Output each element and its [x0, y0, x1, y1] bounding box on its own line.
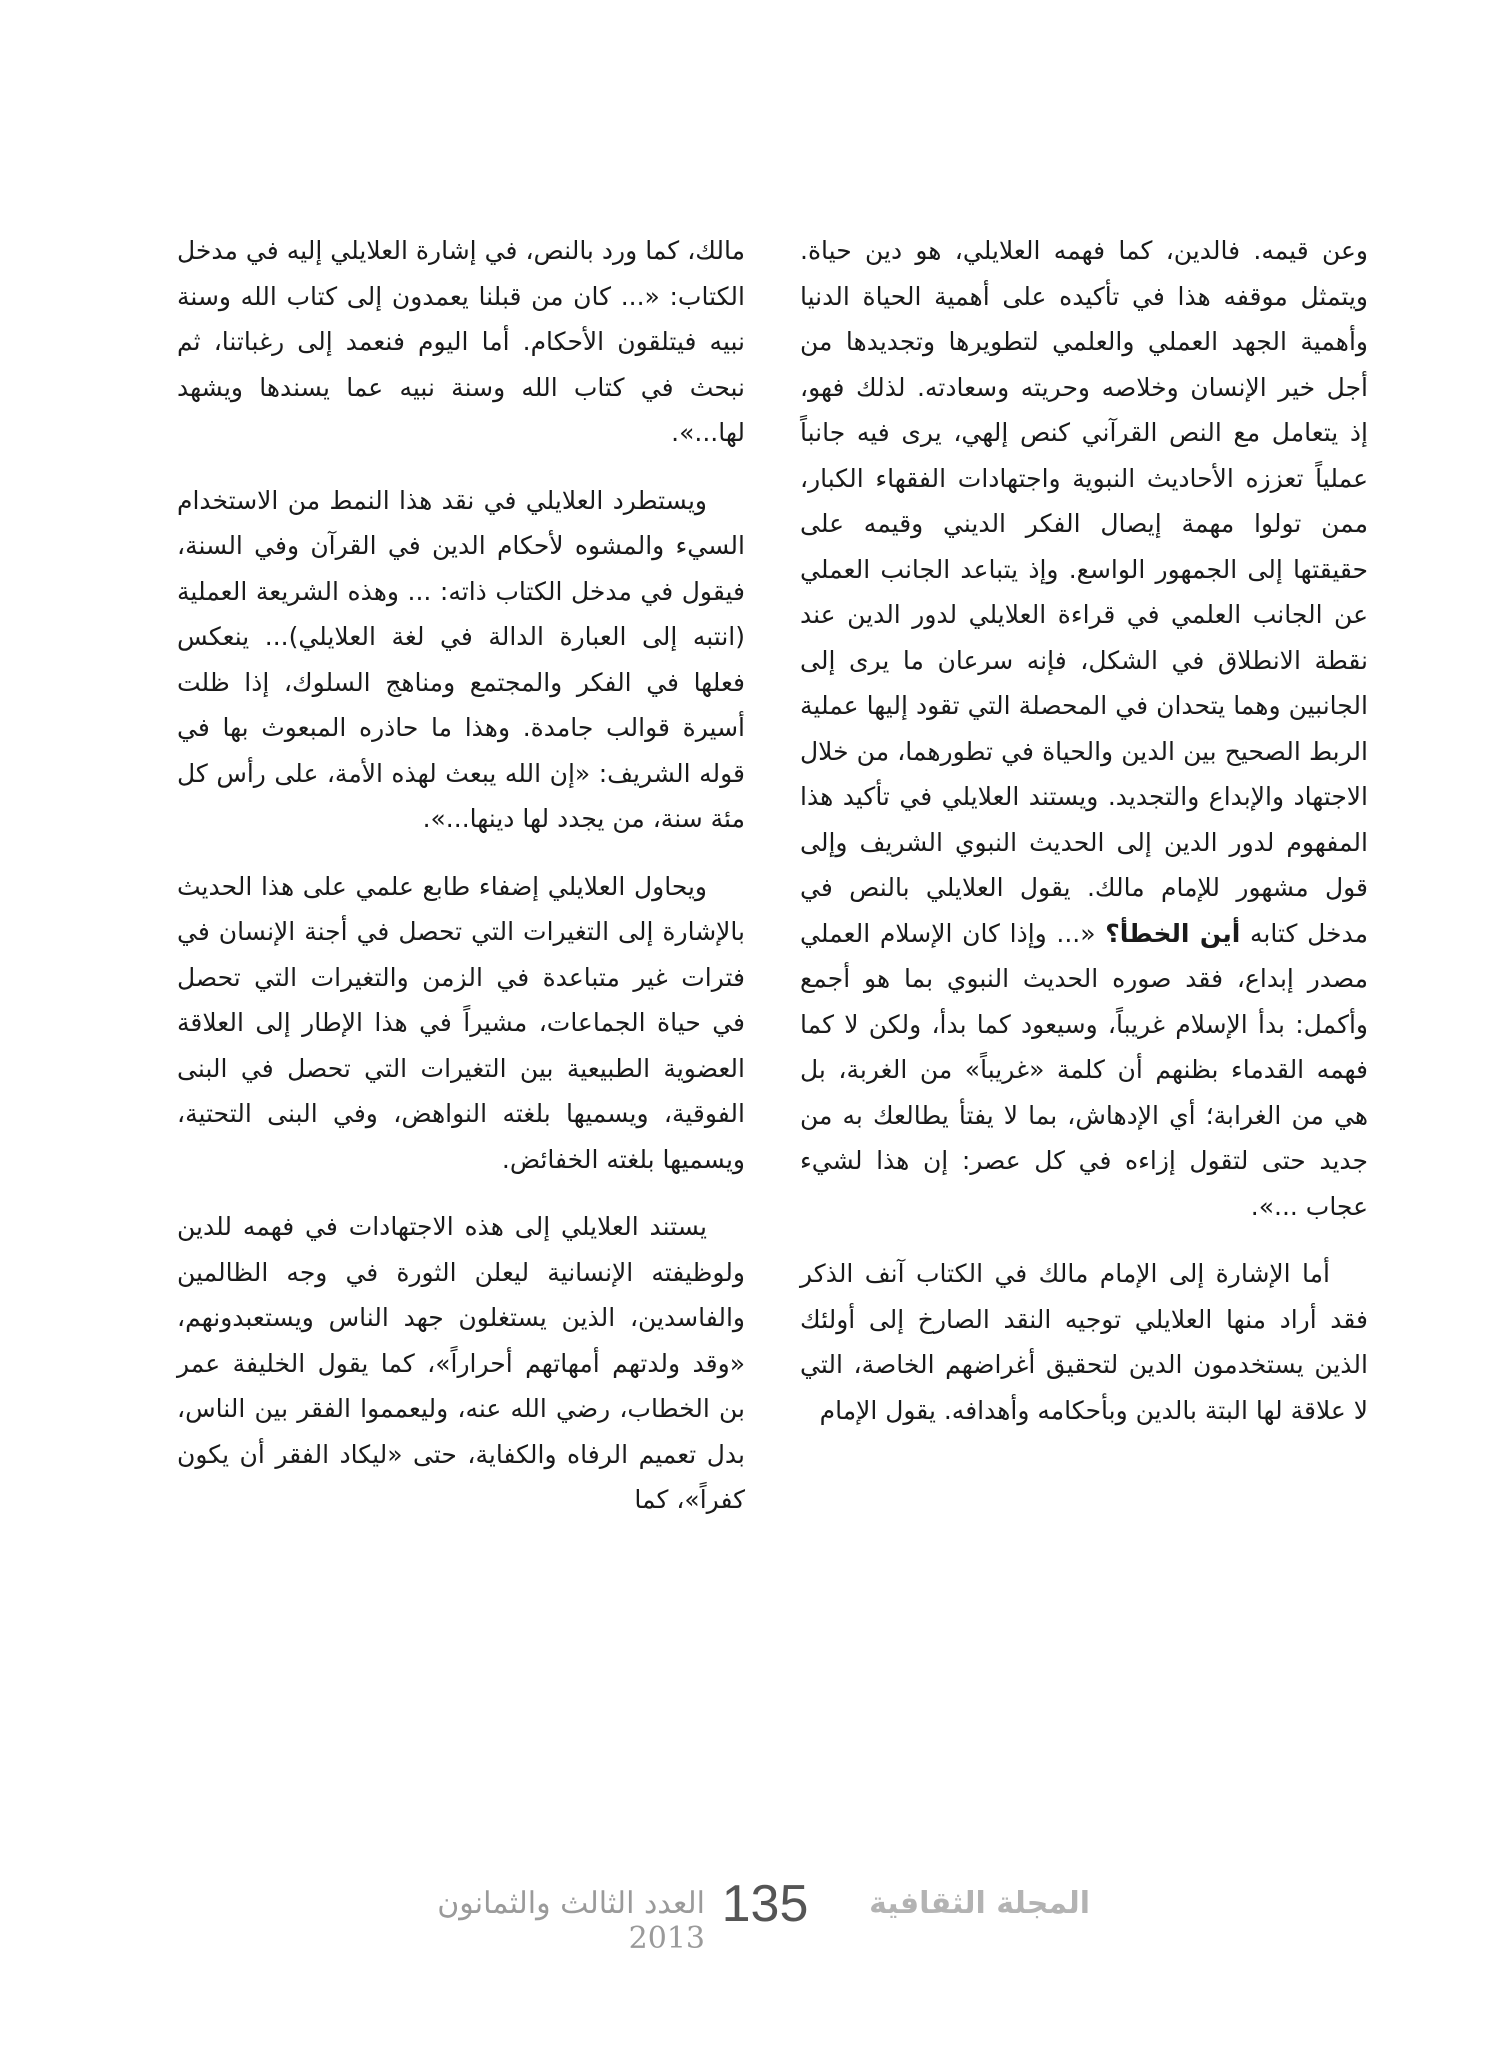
book-title: أين الخطأ؟	[1105, 918, 1241, 948]
right-paragraph-1	[800, 228, 1368, 1229]
left-paragraph-3: ويحاول العلايلي إضفاء طابع علمي على هذا الحديث بالإشارة إلى التغيرات التي تحصل في أجنة الإنسان في فترات غير متباعدة في الزمن والتغيرات التي تحصل في حياة الجماعات، مشيراً في هذا الإطار إلى العلاقة العضوية الطبيعية بين التغيرات التي تحصل في البنى الفوقية، ويسميها بلغته النواهض، وفي البنى التحتية، ويسميها بلغته الخفائض.	[177, 871, 745, 1174]
right-paragraph-2: أما الإشارة إلى الإمام مالك في الكتاب آنف الذكر فقد أراد منها العلايلي توجيه النقد الصارخ إلى أولئك الذين يستخدمون الدين لتحقيق أغراضهم الخاصة، التي لا علاقة لها البتة بالدين وبأحكامه وأهدافه. يقول الإمام	[800, 1259, 1368, 1425]
magazine-logo: المجلة الثقافية	[869, 1886, 1090, 1921]
right-paragraph-1-quote: «... وإذا كان الإسلام العملي مصدر إبداع، فقد صوره الحديث النبوي بما هو أجمع وأكمل: بدأ الإسلام غريباً، وسيعود كما بدأ، ولكن لا كما فهمه القدماء بظنهم أن كلمة «غريباً» من الغربة، بل هي من الغرابة؛ أي الإدهاش، بما لا يفتأ يطالعك به من جديد حتى لتقول إزاءه في كل عصر: إن هذا لشيء عجاب ...».	[800, 918, 1368, 1221]
right-paragraph-1-text: وعن قيمه. فالدين، كما فهمه العلايلي، هو دين حياة. ويتمثل موقفه هذا في تأكيده على أهمية الحياة الدنيا وأهمية الجهد العملي والعلمي لتطويرها وتجديدها من أجل خير الإنسان وخلاصه وحريته وسعادته. لذلك فهو، إذ يتعامل مع النص القرآني كنص إلهي، يرى فيه جانباً عملياً تعززه الأحاديث النبوية واجتهادات الفقهاء الكبار، ممن تولوا مهمة إيصال الفكر الديني وقيمه على حقيقتها إلى الجمهور الواسع. وإذ يتباعد الجانب العملي عن الجانب العلمي في قراءة العلايلي لدور الدين عند نقطة الانطلاق في الشكل، فإنه سرعان ما يرى إلى الجانبين وهما يتحدان في المحصلة التي تقود إليها عملية الربط الصحيح بين الدين والحياة في تطورهما، من خلال الاجتهاد والإبداع والتجديد. ويستند العلايلي في تأكيد هذا المفهوم لدور الدين إلى الحديث النبوي الشريف وإلى قول مشهور للإمام مالك. يقول العلايلي بالنص في مدخل كتابه	[800, 236, 1368, 948]
left-paragraph-1: مالك، كما ورد بالنص، في إشارة العلايلي إليه في مدخل الكتاب: «... كان من قبلنا يعمدون إلى كتاب الله وسنة نبيه فيتلقون الأحكام. أما اليوم فنعمد إلى رغباتنا، ثم نبحث في كتاب الله وسنة نبيه عما يسندها ويشهد لها...».	[177, 236, 745, 447]
left-column	[177, 228, 745, 1523]
page-number: 135	[721, 1875, 809, 1933]
left-paragraph-2: ويستطرد العلايلي في نقد هذا النمط من الاستخدام السيء والمشوه لأحكام الدين في القرآن وفي السنة، فيقول في مدخل الكتاب ذاته: ... وهذه الشريعة العملية (انتبه إلى العبارة الدالة في لغة العلايلي)... ينعكس فعلها في الفكر والمجتمع ومناهج السلوك، إذا ظلت أسيرة قوالب جامدة. وهذا ما حاذره المبعوث بها في قوله الشريف: «إن الله يبعث لهذه الأمة، على رأس كل مئة سنة، من يجدد لها دينها...».	[177, 485, 745, 833]
page-footer	[430, 1875, 1090, 1956]
left-paragraph-4: يستند العلايلي إلى هذه الاجتهادات في فهمه للدين ولوظيفته الإنسانية ليعلن الثورة في وجه الظالمين والفاسدين، الذين يستغلون جهد الناس ويستعبدونهم، «وقد ولدتهم أمهاتهم أحراراً»، كما يقول الخليفة عمر بن الخطاب، رضي الله عنه، وليعمموا الفقر بين الناس، بدل تعميم الرفاه والكفاية، حتى «ليكاد الفقر أن يكون كفراً»، كما	[177, 1212, 745, 1514]
issue-label: العدد الثالث والثمانون 2013	[437, 1886, 705, 1956]
right-column	[800, 228, 1368, 1433]
